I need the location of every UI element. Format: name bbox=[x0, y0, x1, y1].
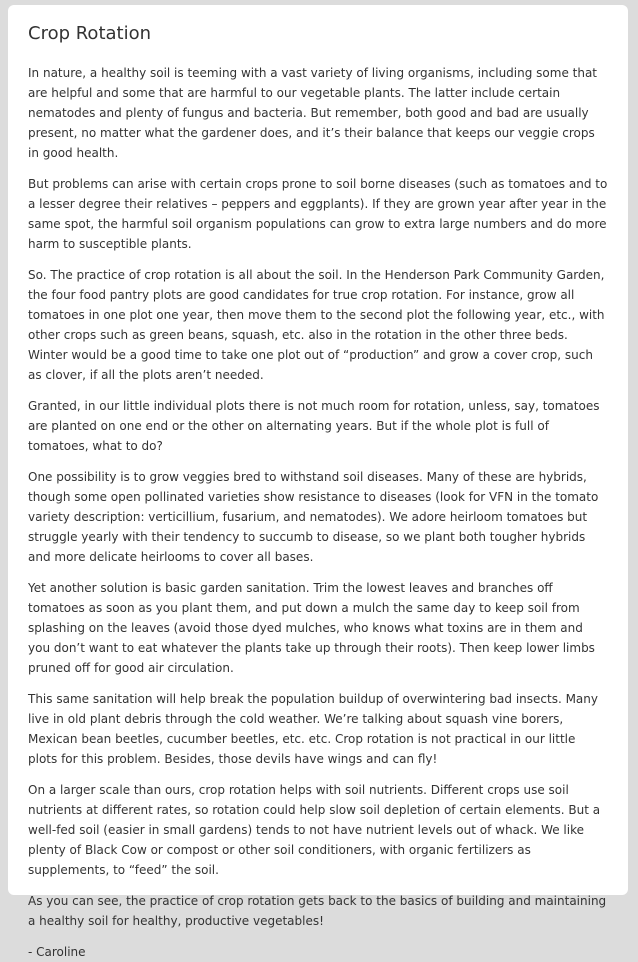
article-paragraph: But problems can arise with certain crops prone to soil borne diseases (such as tomatoes and to a lesser degree their relatives – peppers and eggplants). If they are grown year after year in the same spot, the harmful soil organism populations can grow to extra large numbers and do more harm to susceptible plants. bbox=[28, 177, 608, 251]
article-paragraph: As you can see, the practice of crop rotation gets back to the basics of building and maintaining a healthy soil for healthy, productive vegetables! bbox=[28, 894, 607, 928]
article-paragraph: One possibility is to grow veggies bred to withstand soil diseases. Many of these are hybrids, though some open pollinated varieties show resistance to diseases (look for VFN in the tomato variety description: verticillium, fusarium, and nematodes). We adore heirloom tomatoes but struggle yearly with their tendency to succumb to disease, so we plant both tougher hybrids and more delicate heirlooms to cover all bases. bbox=[28, 470, 599, 564]
article-paragraph: In nature, a healthy soil is teeming with a vast variety of living organisms, including some that are helpful and some that are harmful to our vegetable plants. The latter include certain nematodes and plenty of fungus and bacteria. But remember, both good and bad are usually present, no matter what the gardener does, and it’s their balance that keeps our veggie crops in good health. bbox=[28, 66, 598, 160]
article-paragraph: So. The practice of crop rotation is all about the soil. In the Henderson Park Community Garden, the four food pantry plots are good candidates for true crop rotation. For instance, grow all tomatoes in one plot one year, then move them to the second plot the following year, etc., with other crops such as green beans, squash, etc. also in the rotation in the other three beds. Winter would be a good time to take one plot out of “production” and grow a cover crop, such as clover, if all the plots aren’t needed. bbox=[28, 268, 605, 382]
article-card bbox=[8, 5, 628, 959]
article-paragraph: This same sanitation will help break the population buildup of overwintering bad insects. Many live in old plant debris through the cold weather. We’re talking about squash vine borers, Mexican bean beetles, cucumber beetles, etc. etc. Crop rotation is not practical in our little plots for this problem. Besides, those devils have wings and can fly! bbox=[28, 692, 598, 766]
article-paragraph: On a larger scale than ours, crop rotation helps with soil nutrients. Different crops use soil nutrients at different rates, so rotation could help slow soil depletion of certain elements. But a well-fed soil (easier in small gardens) tends to not have nutrient levels out of whack. We like plenty of Black Cow or compost or other soil conditioners, with organic fertilizers as supplements, to “feed” the soil. bbox=[28, 783, 601, 877]
author-signature: - Caroline bbox=[28, 945, 86, 959]
article-paragraph: Granted, in our little individual plots there is not much room for rotation, unless, say, tomatoes are planted on one end or the other on alternating years. But if the whole plot is full of tomatoes, what to do? bbox=[28, 399, 600, 453]
article-paragraph: Yet another solution is basic garden sanitation. Trim the lowest leaves and branches off tomatoes as soon as you plant them, and put down a mulch the same day to keep soil from splashing on the leaves (avoid those dyed mulches, who knows what toxins are in them and you don’t want to eat whatever the plants take up through their roots). Then keep lower limbs pruned off for good air circulation. bbox=[28, 581, 595, 675]
article-title: Crop Rotation bbox=[28, 23, 152, 44]
